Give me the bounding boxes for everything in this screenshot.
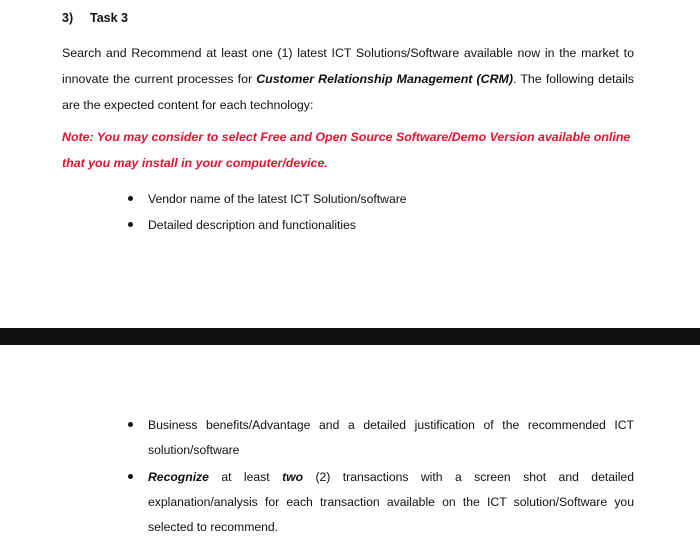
task-number: 3) xyxy=(62,11,74,25)
requirements-list-top xyxy=(128,186,648,238)
list-item-text: (2) transactions with a screen shot and detailed explanation/analysis for each transaction available on the ICT solution/Software you selected to recommend. xyxy=(148,470,634,534)
page-divider xyxy=(0,328,700,345)
bullet-icon xyxy=(128,222,133,227)
intro-emphasis: Customer Relationship Management (CRM) xyxy=(256,72,513,86)
intro-paragraph xyxy=(62,40,634,118)
list-item xyxy=(128,212,648,238)
list-item-text: Business benefits/Advantage and a detailed justification of the recommended ICT solution/software xyxy=(148,418,634,457)
bullet-icon xyxy=(128,474,133,479)
list-item-text: Detailed description and functionalities xyxy=(148,218,356,232)
requirements-list-bottom xyxy=(128,413,634,542)
list-item-text: Vendor name of the latest ICT Solution/software xyxy=(148,192,407,206)
bullet-icon xyxy=(128,422,133,427)
list-item xyxy=(128,186,648,212)
list-item xyxy=(128,413,634,463)
keyword-two: two xyxy=(282,470,304,484)
task-heading xyxy=(62,11,128,25)
list-item-text: at least xyxy=(208,470,283,484)
intro-text-2: . The following details are the expected content for each technology: xyxy=(62,72,634,112)
list-item xyxy=(128,465,634,540)
bullet-icon xyxy=(128,196,133,201)
note-paragraph: Note: You may consider to select Free and Open Source Software/Demo Version available online that you may install in your computer/device. xyxy=(62,130,631,170)
task-title: Task 3 xyxy=(90,11,128,25)
intro-text-1: Search and Recommend at least one (1) latest ICT Solutions/Software available now in the market to innovate the current processes for xyxy=(62,46,634,86)
keyword-recognize: Recognize xyxy=(148,470,209,484)
